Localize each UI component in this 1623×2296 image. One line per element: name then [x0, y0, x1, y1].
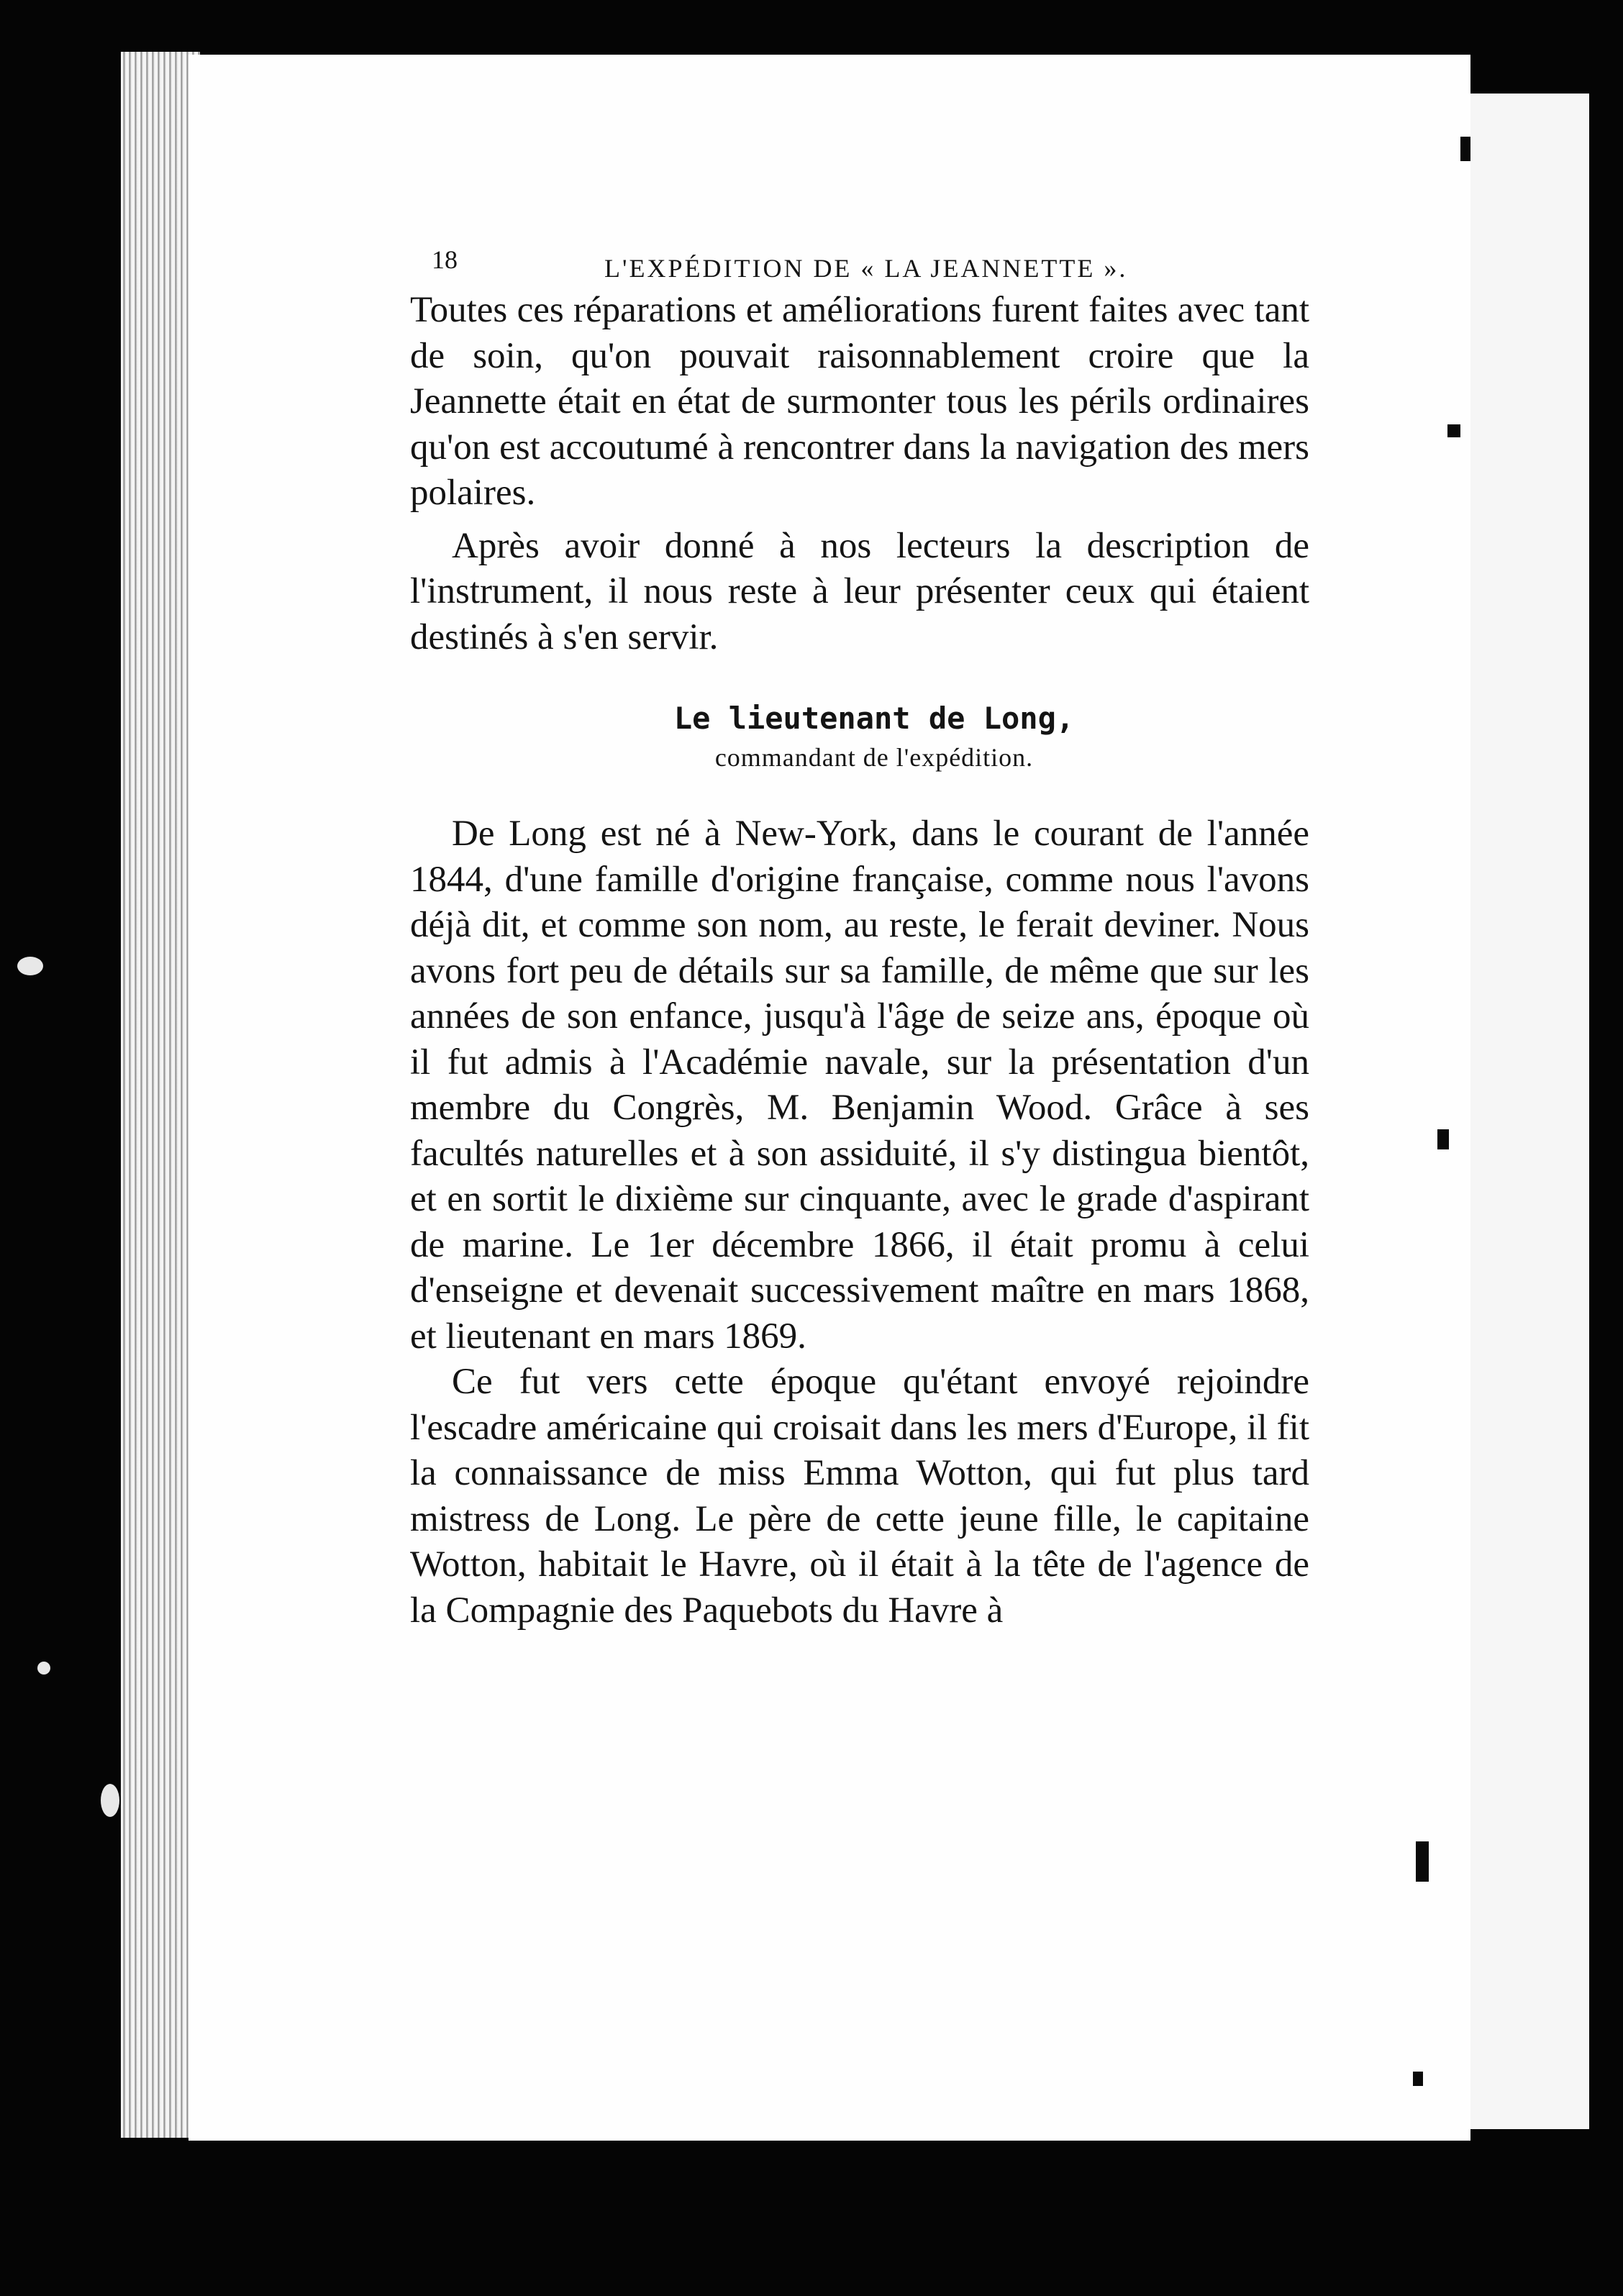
section-heading	[410, 698, 1309, 775]
section-title: Le lieutenant de Long,	[673, 701, 1075, 736]
scan-speck	[17, 957, 43, 975]
page-number: 18	[432, 245, 458, 274]
paragraph: Ce fut vers cette époque qu'étant envoyé rejoindre l'escadre américaine qui croisait dans les mers d'Europe, il fit la connaissance de miss Emma Wotton, qui fut plus tard mistress de Long. Le père de cette jeune fille, le capitaine Wotton, habitait le Havre, où il était à la tête de l'agence de la Compagnie des Paquebots du Havre à	[410, 1362, 1309, 1631]
page-notch-mark	[1416, 1841, 1429, 1882]
page-notch-mark	[1460, 137, 1470, 161]
section-subtitle: commandant de l'expédition.	[714, 743, 1034, 772]
paragraph: Après avoir donné à nos lecteurs la description de l'instrument, il nous reste à leur présenter ceux qui étaient destinés à s'en servir.	[410, 525, 1309, 657]
paragraph: De Long est né à New-York, dans le courant de l'année 1844, d'une famille d'origine française, comme nous l'avons déjà dit, et comme son nom, au reste, le ferait deviner. Nous avons fort peu de détails sur sa famille, de même que sur les années de son enfance, jusqu'à l'âge de seize ans, époque où il fut admis à l'Académie navale, sur la présentation d'un membre du Congrès, M. Benjamin Wood. Grâce à ses facultés naturelles et à son assiduité, il s'y distingua bientôt, et en sortit le dixième sur cinquante, avec le grade d'aspirant de marine. Le 1er décembre 1866, il était promu à celui d'enseigne et devenait successivement maître en mars 1868, et lieutenant en mars 1869.	[410, 814, 1309, 1357]
scan-speck	[101, 1784, 119, 1817]
paragraph: Toutes ces réparations et améliorations furent faites avec tant de soin, qu'on pouvait raisonnablement croire que la Jeannette était en état de surmonter tous les périls ordinaires qu'on est accoutumé à rencontrer dans la navigation des mers polaires.	[410, 290, 1309, 513]
scan-speck	[37, 1662, 50, 1675]
facing-page-edge	[1465, 94, 1589, 2129]
page-notch-mark	[1447, 424, 1460, 437]
page-notch-mark	[1413, 2072, 1423, 2086]
running-title: L'EXPÉDITION DE « LA JEANNETTE ».	[604, 254, 1128, 283]
page-text	[410, 245, 1309, 1634]
page-notch-mark	[1437, 1129, 1449, 1149]
running-head	[410, 245, 1309, 288]
